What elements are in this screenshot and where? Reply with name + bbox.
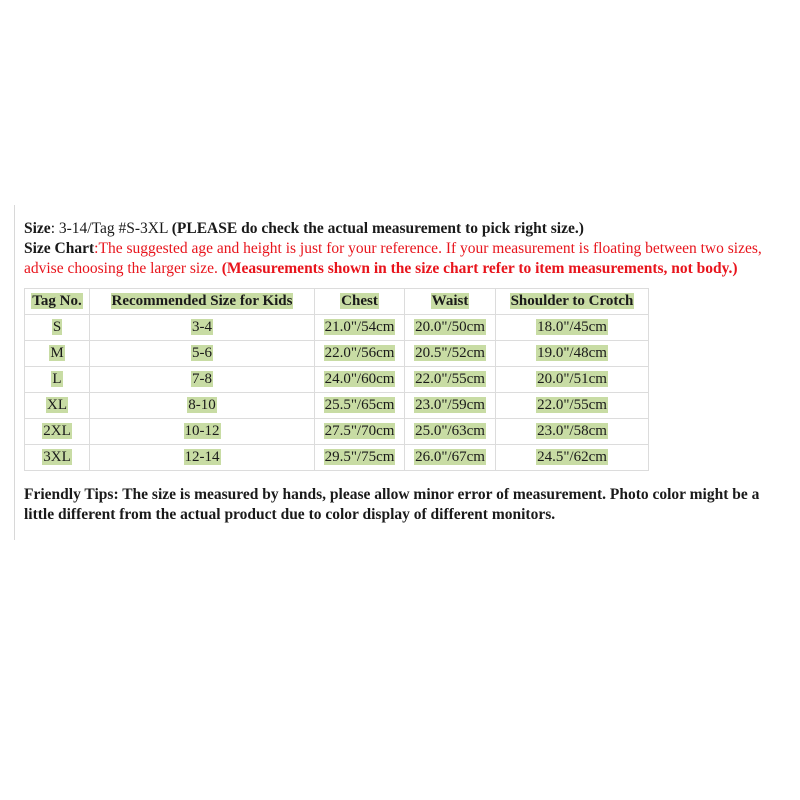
cell-tag: M xyxy=(25,341,90,367)
size-chart-label: Size Chart xyxy=(24,240,95,257)
cell-waist: 25.0"/63cm xyxy=(405,419,496,445)
cell-tag: 2XL xyxy=(25,419,90,445)
cell-tag: 3XL xyxy=(25,445,90,471)
size-chart-text: :The suggested age and height is just for your reference. If your measurement is floating between two sizes, xyxy=(94,240,762,257)
cell-recommended: 12-14 xyxy=(90,445,315,471)
table-header-row xyxy=(25,289,649,315)
advice-line xyxy=(24,259,800,279)
cell-chest: 27.5"/70cm xyxy=(315,419,405,445)
table-row xyxy=(25,419,649,445)
size-note: (PLEASE do check the actual measurement to pick right size.) xyxy=(171,220,584,237)
table-row xyxy=(25,341,649,367)
size-line xyxy=(24,219,800,239)
cell-chest: 29.5"/75cm xyxy=(315,445,405,471)
cell-shoulder: 18.0"/45cm xyxy=(496,315,649,341)
size-intro xyxy=(24,219,800,279)
cell-waist: 20.5"/52cm xyxy=(405,341,496,367)
cell-shoulder: 19.0"/48cm xyxy=(496,341,649,367)
size-label: Size xyxy=(24,220,51,237)
cell-shoulder: 23.0"/58cm xyxy=(496,419,649,445)
cell-tag: S xyxy=(25,315,90,341)
header-chest: Chest xyxy=(315,289,405,315)
cell-recommended: 3-4 xyxy=(90,315,315,341)
cell-waist: 23.0"/59cm xyxy=(405,393,496,419)
cell-chest: 24.0"/60cm xyxy=(315,367,405,393)
tips-line-1: Friendly Tips: The size is measured by hands, please allow minor error of measurement. Photo color might be a xyxy=(24,486,760,503)
cell-recommended: 5-6 xyxy=(90,341,315,367)
table-row xyxy=(25,315,649,341)
cell-chest: 25.5"/65cm xyxy=(315,393,405,419)
table-row xyxy=(25,445,649,471)
cell-recommended: 8-10 xyxy=(90,393,315,419)
cell-chest: 22.0"/56cm xyxy=(315,341,405,367)
tips-line-2: little different from the actual product due to color display of different monitors. xyxy=(24,506,556,523)
cell-waist: 20.0"/50cm xyxy=(405,315,496,341)
cell-waist: 22.0"/55cm xyxy=(405,367,496,393)
header-waist: Waist xyxy=(405,289,496,315)
cell-waist: 26.0"/67cm xyxy=(405,445,496,471)
cell-recommended: 10-12 xyxy=(90,419,315,445)
advice-text: advise choosing the larger size. xyxy=(24,260,222,277)
friendly-tips xyxy=(24,485,800,525)
size-table xyxy=(24,288,649,471)
cell-shoulder: 22.0"/55cm xyxy=(496,393,649,419)
cell-tag: L xyxy=(25,367,90,393)
cell-tag: XL xyxy=(25,393,90,419)
left-divider xyxy=(14,205,15,540)
cell-chest: 21.0"/54cm xyxy=(315,315,405,341)
cell-shoulder: 20.0"/51cm xyxy=(496,367,649,393)
measurement-note: (Measurements shown in the size chart refer to item measurements, not body.) xyxy=(221,260,738,277)
cell-shoulder: 24.5"/62cm xyxy=(496,445,649,471)
header-shoulder-to-crotch: Shoulder to Crotch xyxy=(496,289,649,315)
cell-recommended: 7-8 xyxy=(90,367,315,393)
size-value: : 3-14/Tag #S-3XL xyxy=(50,220,172,237)
table-row xyxy=(25,393,649,419)
header-recommended-size: Recommended Size for Kids xyxy=(90,289,315,315)
size-chart-line xyxy=(24,239,800,259)
table-row xyxy=(25,367,649,393)
header-tag-no: Tag No. xyxy=(25,289,90,315)
